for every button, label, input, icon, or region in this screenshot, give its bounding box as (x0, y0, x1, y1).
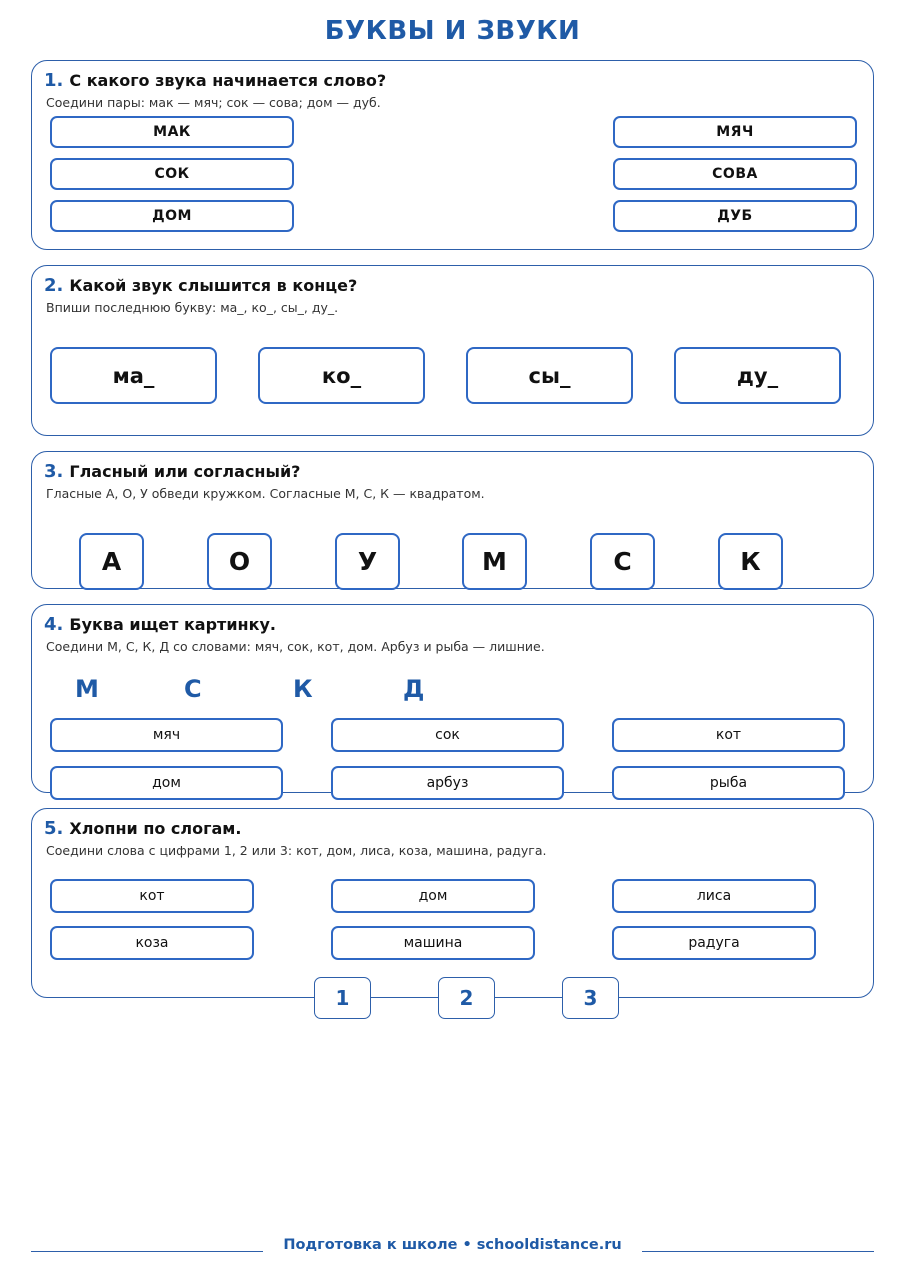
section-instruction: Гласные А, О, У обведи кружком. Согласные М, С, К — квадратом. (46, 486, 485, 501)
section-3 (31, 451, 874, 589)
right-word-box[interactable]: СОВА (613, 158, 857, 190)
syllable-word-box[interactable]: дом (331, 879, 535, 913)
section-instruction: Впиши последнюю букву: ма_, ко_, сы_, ду_. (46, 300, 339, 315)
target-letter: Д (403, 675, 425, 703)
syllable-word-box[interactable]: кот (50, 879, 254, 913)
section-number: 4. (44, 614, 64, 635)
picture-word-box[interactable]: дом (50, 766, 283, 800)
letter-tile[interactable]: К (718, 533, 783, 590)
syllable-word-box[interactable]: лиса (612, 879, 816, 913)
section-number: 5. (44, 818, 64, 839)
left-word-box[interactable]: СОК (50, 158, 294, 190)
left-word-box[interactable]: ДОМ (50, 200, 294, 232)
word-ending-box[interactable]: ко_ (258, 347, 425, 404)
syllable-number-box[interactable]: 2 (438, 977, 495, 1019)
picture-word-box[interactable]: кот (612, 718, 845, 752)
letter-tile[interactable]: С (590, 533, 655, 590)
section-instruction: Соедини М, С, К, Д со словами: мяч, сок, кот, дом. Арбуз и рыба — лишние. (46, 639, 545, 654)
syllable-word-box[interactable]: машина (331, 926, 535, 960)
section-number: 2. (44, 275, 64, 296)
section-1 (31, 60, 874, 250)
syllable-word-box[interactable]: радуга (612, 926, 816, 960)
page-title: БУКВЫ И ЗВУКИ (324, 16, 581, 46)
syllable-word-box[interactable]: коза (50, 926, 254, 960)
section-title: Гласный или согласный? (69, 462, 301, 481)
section-2-heading (44, 275, 357, 296)
target-letter: М (75, 675, 99, 703)
syllable-number-box[interactable]: 3 (562, 977, 619, 1019)
section-title: Хлопни по слогам. (69, 819, 242, 838)
section-instruction: Соедини пары: мак — мяч; сок — сова; дом — дуб. (46, 95, 381, 110)
picture-word-box[interactable]: рыба (612, 766, 845, 800)
section-title: Буква ищет картинку. (69, 615, 276, 634)
syllable-number-box[interactable]: 1 (314, 977, 371, 1019)
section-number: 3. (44, 461, 64, 482)
picture-word-box[interactable]: мяч (50, 718, 283, 752)
section-title: Какой звук слышится в конце? (69, 276, 358, 295)
letter-tile[interactable]: А (79, 533, 144, 590)
target-letter: К (293, 675, 313, 703)
section-5 (31, 808, 874, 998)
section-4 (31, 604, 874, 793)
word-ending-box[interactable]: сы_ (466, 347, 633, 404)
letter-tile[interactable]: М (462, 533, 527, 590)
word-ending-box[interactable]: ма_ (50, 347, 217, 404)
letter-tile[interactable]: О (207, 533, 272, 590)
section-3-heading (44, 461, 300, 482)
right-word-box[interactable]: ДУБ (613, 200, 857, 232)
section-title: С какого звука начинается слово? (69, 71, 387, 90)
section-2 (31, 265, 874, 436)
footer-text: Подготовка к школе • schooldistance.ru (283, 1237, 622, 1253)
left-word-box[interactable]: МАК (50, 116, 294, 148)
section-5-heading (44, 818, 241, 839)
section-instruction: Соедини слова с цифрами 1, 2 или 3: кот, дом, лиса, коза, машина, радуга. (46, 843, 547, 858)
section-number: 1. (44, 70, 64, 91)
word-ending-box[interactable]: ду_ (674, 347, 841, 404)
right-word-box[interactable]: МЯЧ (613, 116, 857, 148)
letter-tile[interactable]: У (335, 533, 400, 590)
picture-word-box[interactable]: сок (331, 718, 564, 752)
section-4-heading (44, 614, 276, 635)
target-letter: С (184, 675, 202, 703)
section-1-heading (44, 70, 386, 91)
picture-word-box[interactable]: арбуз (331, 766, 564, 800)
